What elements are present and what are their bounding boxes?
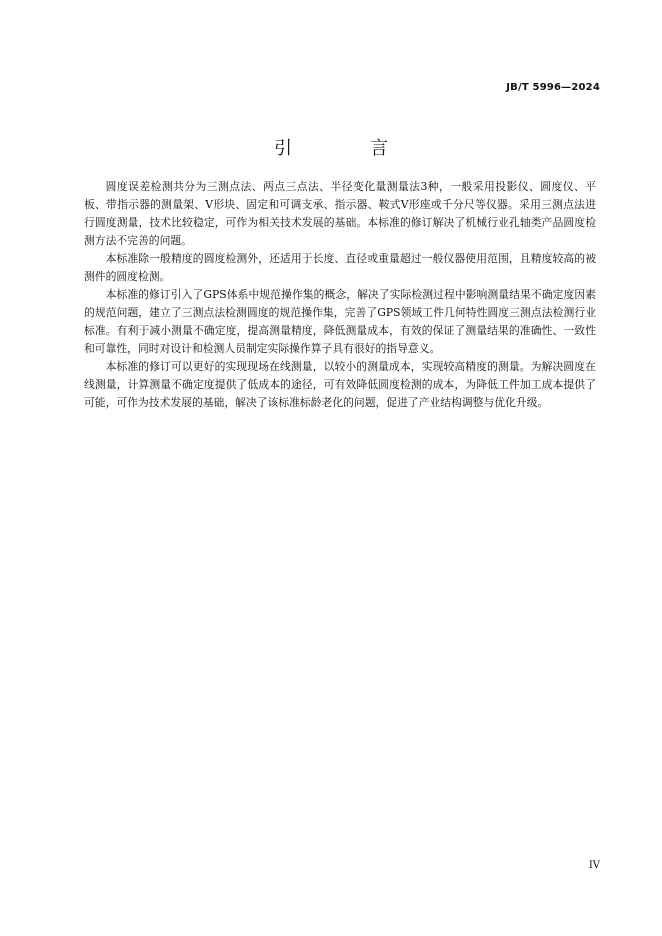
page-number: IV [588,860,600,871]
paragraph-3: 本标准的修订引入了GPS体系中规范操作集的概念，解决了实际检测过程中影响测量结果不确定度因素的规范问题，建立了三测点法检测圆度的规范操作集，完善了GPS领域工件几何特性圆度三测点法检测行业标准。有利于减小测量不确定度，提高测量精度，降低测量成本，有效的保证了测量结果的准确性、一致性和可靠性，同时对设计和检测人员制定实际操作算子具有很好的指导意义。 [84,288,596,355]
section-title: 引 言 [274,138,418,159]
introduction-body [84,178,596,412]
paragraph-4: 本标准的修订可以更好的实现现场在线测量，以较小的测量成本，实现较高精度的测量。为解决圆度在线测量，计算测量不确定度提供了低成本的途径，可有效降低圆度检测的成本，为降低工件加工成本提供了可能，可作为技术发展的基础，解决了该标准标龄老化的问题，促进了产业结构调整与优化升级。 [84,360,596,409]
paragraph-2: 本标准除一般精度的圆度检测外，还适用于长度、直径或重量超过一般仪器使用范围，且精度较高的被测件的圆度检测。 [84,252,596,283]
standard-code: JB/T 5996—2024 [506,82,600,93]
paragraph-1: 圆度误差检测共分为三测点法、两点三点法、半径变化量测量法3种，一般采用投影仪、圆度仪、平板、带指示器的测量架、V形块、固定和可调支承、指示器、鞍式V形座或千分尺等仪器。采用三测点法进行圆度测量，技术比较稳定，可作为相关技术发展的基础。本标准的修订解决了机械行业孔轴类产品圆度检测方法不完善的问题。 [84,180,596,247]
